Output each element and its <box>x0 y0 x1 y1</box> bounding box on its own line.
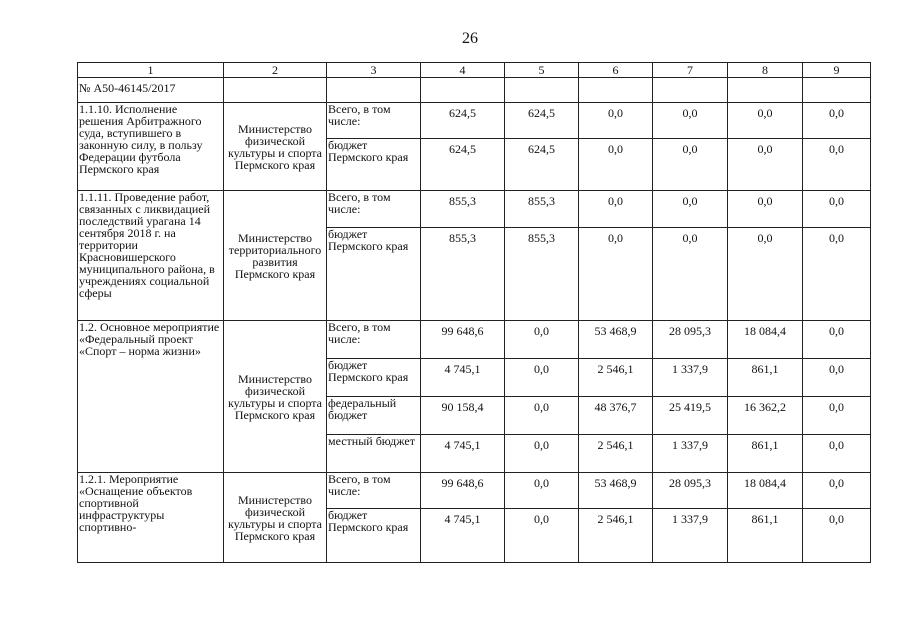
value-cell: 0,0 <box>579 191 653 228</box>
value-cell: 1 337,9 <box>653 435 728 473</box>
value-cell: 0,0 <box>505 359 579 397</box>
value-cell: 28 095,3 <box>653 473 728 509</box>
value-cell: 28 095,3 <box>653 321 728 359</box>
table-row <box>78 191 871 228</box>
funding-source: Всего, в том числе: <box>327 473 421 509</box>
case-number: № А50-46145/2017 <box>78 78 224 103</box>
responsible-executor: Министерство физической культуры и спорта Пермского края <box>224 103 327 191</box>
case-number-row <box>78 78 871 103</box>
value-cell: 99 648,6 <box>421 473 505 509</box>
value-cell: 0,0 <box>803 397 871 435</box>
budget-table <box>77 62 871 563</box>
value-cell: 53 468,9 <box>579 473 653 509</box>
value-cell: 0,0 <box>803 103 871 139</box>
table-row <box>78 321 871 359</box>
value-cell: 53 468,9 <box>579 321 653 359</box>
activity-name: 1.2.1. Мероприятие «Оснащение объектов спортивной инфраструктуры спортивно- <box>78 473 224 563</box>
value-cell: 0,0 <box>803 321 871 359</box>
value-cell: 0,0 <box>505 321 579 359</box>
value-cell: 0,0 <box>728 191 803 228</box>
value-cell: 0,0 <box>653 228 728 321</box>
value-cell: 2 546,1 <box>579 435 653 473</box>
responsible-executor: Министерство физической культуры и спорта Пермского края <box>224 473 327 563</box>
value-cell: 0,0 <box>653 139 728 191</box>
value-cell: 855,3 <box>505 228 579 321</box>
column-header: 2 <box>224 63 327 78</box>
value-cell: 861,1 <box>728 509 803 563</box>
value-cell: 0,0 <box>579 228 653 321</box>
value-cell: 48 376,7 <box>579 397 653 435</box>
value-cell: 861,1 <box>728 435 803 473</box>
value-cell: 624,5 <box>505 139 579 191</box>
value-cell: 0,0 <box>803 435 871 473</box>
value-cell: 624,5 <box>421 103 505 139</box>
value-cell: 0,0 <box>505 509 579 563</box>
value-cell: 0,0 <box>803 359 871 397</box>
value-cell: 99 648,6 <box>421 321 505 359</box>
funding-source: Всего, в том числе: <box>327 321 421 359</box>
value-cell: 25 419,5 <box>653 397 728 435</box>
value-cell: 4 745,1 <box>421 509 505 563</box>
value-cell: 1 337,9 <box>653 359 728 397</box>
value-cell: 16 362,2 <box>728 397 803 435</box>
value-cell: 90 158,4 <box>421 397 505 435</box>
header-row <box>78 63 871 78</box>
value-cell: 855,3 <box>421 228 505 321</box>
activity-name: 1.1.11. Проведение работ, связанных с ликвидацией последствий урагана 14 сентября 2018 г. на территории Красновишерского муниципального района, в учреждениях социальной сферы <box>78 191 224 321</box>
value-cell: 4 745,1 <box>421 359 505 397</box>
column-header: 3 <box>327 63 421 78</box>
responsible-executor: Министерство территориального развития Пермского края <box>224 191 327 321</box>
value-cell: 2 546,1 <box>579 359 653 397</box>
value-cell: 624,5 <box>421 139 505 191</box>
value-cell: 1 337,9 <box>653 509 728 563</box>
value-cell: 855,3 <box>421 191 505 228</box>
table-row <box>78 473 871 509</box>
value-cell: 0,0 <box>803 139 871 191</box>
funding-source: бюджет Пермского края <box>327 139 421 191</box>
column-header: 4 <box>421 63 505 78</box>
funding-source: местный бюджет <box>327 435 421 473</box>
value-cell: 0,0 <box>803 473 871 509</box>
funding-source: бюджет Пермского края <box>327 228 421 321</box>
value-cell: 0,0 <box>505 397 579 435</box>
column-header: 9 <box>803 63 871 78</box>
value-cell: 0,0 <box>728 228 803 321</box>
activity-name: 1.2. Основное мероприятие «Федеральный проект «Спорт – норма жизни» <box>78 321 224 473</box>
value-cell: 0,0 <box>728 103 803 139</box>
value-cell: 0,0 <box>505 435 579 473</box>
value-cell: 0,0 <box>505 473 579 509</box>
value-cell: 0,0 <box>579 139 653 191</box>
value-cell: 861,1 <box>728 359 803 397</box>
value-cell: 2 546,1 <box>579 509 653 563</box>
column-header: 1 <box>78 63 224 78</box>
value-cell: 0,0 <box>728 139 803 191</box>
value-cell: 18 084,4 <box>728 473 803 509</box>
value-cell: 4 745,1 <box>421 435 505 473</box>
value-cell: 0,0 <box>653 191 728 228</box>
funding-source: федеральный бюджет <box>327 397 421 435</box>
value-cell: 0,0 <box>803 228 871 321</box>
funding-source: Всего, в том числе: <box>327 103 421 139</box>
responsible-executor: Министерство физической культуры и спорта Пермского края <box>224 321 327 473</box>
column-header: 5 <box>505 63 579 78</box>
activity-name: 1.1.10. Исполнение решения Арбитражного суда, вступившего в законную силу, в пользу Федерации футбола Пермского края <box>78 103 224 191</box>
funding-source: Всего, в том числе: <box>327 191 421 228</box>
value-cell: 0,0 <box>803 509 871 563</box>
value-cell: 0,0 <box>579 103 653 139</box>
funding-source: бюджет Пермского края <box>327 359 421 397</box>
funding-source: бюджет Пермского края <box>327 509 421 563</box>
value-cell: 855,3 <box>505 191 579 228</box>
value-cell: 18 084,4 <box>728 321 803 359</box>
column-header: 8 <box>728 63 803 78</box>
value-cell: 0,0 <box>653 103 728 139</box>
table-row <box>78 103 871 139</box>
value-cell: 624,5 <box>505 103 579 139</box>
page-number: 26 <box>462 30 478 47</box>
column-header: 7 <box>653 63 728 78</box>
value-cell: 0,0 <box>803 191 871 228</box>
column-header: 6 <box>579 63 653 78</box>
